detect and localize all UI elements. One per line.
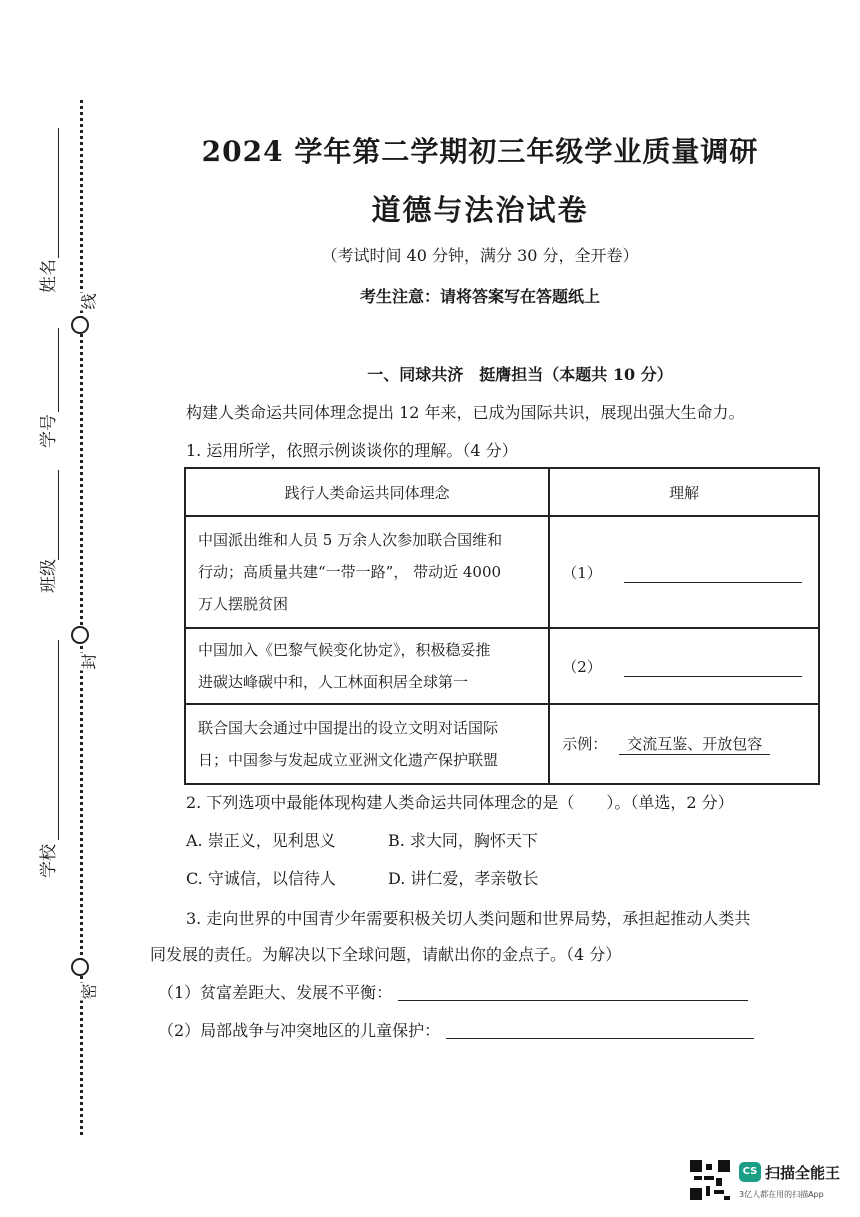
school-label: 学校 [39, 844, 59, 878]
cell-line: 进碳达峰碳中和，人工林面积居全球第一 [198, 673, 469, 691]
id-label: 学号 [39, 414, 59, 448]
example-answer: 交流互鉴、开放包容 [619, 733, 770, 755]
cell-line: 日；中国参与发起成立亚洲文化遗产保护联盟 [198, 751, 499, 769]
name-label: 姓名 [39, 259, 59, 293]
table-header-row [185, 468, 819, 516]
class-label: 班级 [39, 559, 59, 593]
option-d[interactable]: D. 讲仁爱，孝亲敬长 [388, 869, 539, 888]
id-blank-line[interactable] [58, 328, 59, 412]
sub2-answer-line[interactable] [446, 1038, 754, 1039]
qr-code-icon [690, 1160, 730, 1200]
table-cell-example [549, 704, 819, 784]
answer-label: （2） [562, 657, 602, 676]
option-c[interactable]: C. 守诚信，以信待人 [186, 869, 336, 888]
answer-label: （1） [562, 563, 602, 582]
binding-circle-seal [71, 626, 89, 644]
cell-line: 万人摆脱贫困 [198, 595, 289, 613]
example-label: 示例： [562, 735, 608, 753]
scanner-tagline: 3亿人都在用的扫描App [739, 1190, 824, 1199]
section-heading: 一、同球共济 挺膺担当（本题共 10 分） [367, 365, 673, 384]
cell-line: 中国派出维和人员 5 万余人次参加联合国维和 [198, 531, 503, 549]
question-3-sub1: （1）贫富差距大、发展不平衡： [158, 983, 393, 1002]
table-cell-answer[interactable] [549, 628, 819, 704]
table-row [185, 704, 819, 784]
cell-line: 行动；高质量共建“一带一路”， 带动近 4000 [198, 563, 502, 581]
camscanner-logo-icon: CS [739, 1162, 761, 1182]
cell-line: 中国加入《巴黎气候变化协定》，积极稳妥推 [198, 641, 491, 659]
question-1: 1. 运用所学，依照示例谈谈你的理解。（4 分） [186, 441, 518, 460]
class-blank-line[interactable] [58, 470, 59, 560]
binding-dotted-line [80, 100, 83, 1135]
question-2: 2. 下列选项中最能体现构建人类命运共同体理念的是（ ）。（单选，2 分） [186, 793, 734, 812]
table-cell-practice [185, 704, 549, 784]
table-header-practice: 践行人类命运共同体理念 [185, 468, 549, 516]
subject-title: 道德与法治试卷 [371, 193, 589, 227]
table-row [185, 628, 819, 704]
candidate-notice: 考生注意：请将答案写在答题纸上 [359, 287, 600, 306]
question-3-sub2: （2）局部战争与冲突地区的儿童保护： [158, 1021, 441, 1040]
table-row [185, 516, 819, 628]
cell-line: 联合国大会通过中国提出的设立文明对话国际 [198, 719, 499, 737]
scanner-app-name: 扫描全能王 [765, 1164, 841, 1182]
answer-blank-2[interactable] [624, 658, 802, 677]
option-a[interactable]: A. 崇正义，见利思义 [186, 831, 336, 850]
question-3-line2: 同发展的责任。为解决以下全球问题，请献出你的金点子。（4 分） [150, 945, 622, 964]
section-intro: 构建人类命运共同体理念提出 12 年来，已成为国际共识，展现出强大生命力。 [186, 403, 745, 422]
exam-info: （考试时间 40 分钟，满分 30 分，全开卷） [321, 246, 639, 265]
school-blank-line[interactable] [58, 640, 59, 840]
question-3-line1: 3. 走向世界的中国青少年需要积极关切人类问题和世界局势，承担起推动人类共 [186, 909, 751, 928]
binding-mark-line: 线 [77, 292, 100, 310]
binding-mark-seal: 封 [77, 652, 100, 670]
table-cell-practice [185, 516, 549, 628]
binding-mark-secret: 密 [77, 982, 100, 1000]
table-header-understanding: 理解 [549, 468, 819, 516]
sub1-answer-line[interactable] [398, 1000, 748, 1001]
binding-circle-line [71, 316, 89, 334]
answer-blank-1[interactable] [624, 564, 802, 583]
table-cell-answer[interactable] [549, 516, 819, 628]
answer-table [184, 467, 820, 785]
table-cell-practice [185, 628, 549, 704]
name-blank-line[interactable] [58, 128, 59, 258]
binding-circle-secret [71, 958, 89, 976]
option-b[interactable]: B. 求大同，胸怀天下 [388, 831, 538, 850]
exam-title: 2024 学年第二学期初三年级学业质量调研 [201, 135, 759, 168]
